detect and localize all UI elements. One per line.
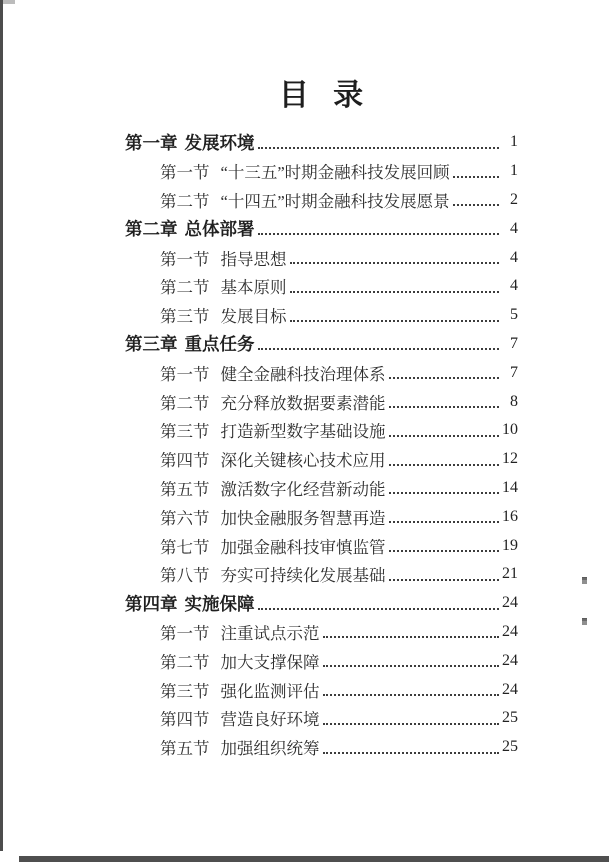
toc-entry-number: 第一节 (160, 249, 210, 269)
toc-page-number: 1 (510, 162, 518, 180)
toc-page-number: 24 (502, 622, 518, 640)
toc-page-number: 24 (502, 680, 518, 698)
dot-leader (389, 492, 500, 494)
toc-entry-title: 发展目标 (220, 307, 287, 327)
toc-entry (125, 502, 518, 531)
toc-page-number: 14 (502, 478, 518, 496)
toc-page-number: 21 (502, 565, 518, 583)
toc-page-number: 1 (510, 133, 518, 151)
dot-leader (389, 377, 500, 379)
toc-entry-number: 第三节 (160, 681, 210, 701)
toc-page-number: 5 (510, 306, 518, 324)
toc-entry-title: “十四五”时期金融科技发展愿景 (220, 191, 450, 211)
toc-entry-title: 加大支撑保障 (220, 652, 320, 672)
toc-page-number: 25 (502, 709, 518, 727)
toc-entry-number: 第五节 (160, 479, 210, 499)
toc-entry (125, 416, 518, 445)
toc-entry-title: 注重试点示范 (220, 623, 320, 643)
toc-page-number: 4 (510, 248, 518, 266)
toc-entry-number: 第四章 (125, 593, 178, 614)
toc-entry-title: 打造新型数字基础设施 (220, 422, 386, 442)
toc-entry-number: 第一章 (125, 132, 178, 153)
dot-leader (323, 665, 500, 667)
dot-leader (323, 636, 500, 638)
dot-leader (389, 550, 500, 552)
toc-entry-title: 充分释放数据要素潜能 (220, 393, 386, 413)
toc-entry-number: 第一节 (160, 364, 210, 384)
toc-entry (125, 301, 518, 330)
toc-entry-number: 第三章 (125, 334, 178, 355)
toc-page-number: 25 (502, 738, 518, 756)
toc-entry-title: 基本原则 (220, 278, 287, 298)
toc-entry-number: 第六节 (160, 508, 210, 528)
page-title: 目 录 (278, 79, 365, 112)
dot-leader (389, 406, 500, 408)
toc-entry (125, 157, 518, 186)
scan-speck (582, 618, 587, 625)
toc-entry-number: 第七节 (160, 537, 210, 557)
dot-leader (290, 291, 500, 293)
toc-page-number: 12 (502, 450, 518, 468)
toc-page-number: 19 (502, 536, 518, 554)
dot-leader (389, 521, 500, 523)
toc-entry-number: 第五节 (160, 739, 210, 759)
toc-entry (125, 474, 518, 503)
toc-entry-number: 第二节 (160, 393, 210, 413)
scan-left-edge-line (0, 0, 3, 851)
toc-entry-title: 激活数字化经营新动能 (220, 479, 386, 499)
scan-mark-top-left (3, 0, 15, 4)
toc-entry-title: 实施保障 (184, 593, 255, 614)
toc-page-number: 2 (510, 190, 518, 208)
toc-entry (125, 214, 518, 243)
toc-page-number: 24 (502, 594, 518, 612)
dot-leader (323, 723, 500, 725)
toc-entry-title: 深化关键核心技术应用 (220, 451, 386, 471)
toc-entry-number: 第二节 (160, 278, 210, 298)
toc-entry-number: 第一节 (160, 163, 210, 183)
dot-leader (453, 176, 499, 178)
toc-page-number: 16 (502, 507, 518, 525)
toc-entry (125, 243, 518, 272)
dot-leader (389, 464, 500, 466)
toc-entry-title: 强化监测评估 (220, 681, 320, 701)
dot-leader (323, 752, 500, 754)
toc-entry (125, 128, 518, 157)
toc-entry (125, 272, 518, 301)
table-of-contents (125, 128, 518, 762)
toc-entry (125, 589, 518, 618)
toc-entry-title: 指导思想 (220, 249, 287, 269)
toc-entry (125, 618, 518, 647)
toc-entry-number: 第三节 (160, 307, 210, 327)
toc-page-number: 10 (502, 421, 518, 439)
toc-entry-title: 重点任务 (184, 334, 255, 355)
dot-leader (258, 348, 500, 350)
toc-entry-title: 营造良好环境 (220, 710, 320, 730)
toc-page-number: 4 (510, 219, 518, 237)
toc-page-number: 24 (502, 651, 518, 669)
dot-leader (453, 204, 499, 206)
toc-entry (125, 531, 518, 560)
toc-entry-number: 第一节 (160, 623, 210, 643)
scan-bottom-edge-bar (19, 856, 609, 862)
toc-entry (125, 358, 518, 387)
toc-entry (125, 445, 518, 474)
dot-leader (389, 435, 500, 437)
toc-entry-title: 健全金融科技治理体系 (220, 364, 386, 384)
dot-leader (258, 608, 500, 610)
toc-entry-number: 第二节 (160, 652, 210, 672)
toc-page-number: 8 (510, 392, 518, 410)
toc-page-number: 4 (510, 277, 518, 295)
toc-entry (125, 733, 518, 762)
dot-leader (258, 147, 500, 149)
toc-entry-title: 夯实可持续化发展基础 (220, 566, 386, 586)
toc-page-number: 7 (510, 363, 518, 381)
toc-entry (125, 186, 518, 215)
toc-entry-title: “十三五”时期金融科技发展回顾 (220, 163, 450, 183)
toc-entry-number: 第四节 (160, 451, 210, 471)
toc-entry-title: 加快金融服务智慧再造 (220, 508, 386, 528)
toc-entry (125, 330, 518, 359)
toc-entry-number: 第四节 (160, 710, 210, 730)
dot-leader (389, 579, 500, 581)
dot-leader (323, 694, 500, 696)
toc-entry (125, 646, 518, 675)
toc-entry-number: 第二节 (160, 191, 210, 211)
toc-entry-title: 发展环境 (184, 132, 255, 153)
scan-speck (582, 577, 587, 584)
toc-entry-number: 第三节 (160, 422, 210, 442)
toc-entry-title: 加强金融科技审慎监管 (220, 537, 386, 557)
toc-entry (125, 675, 518, 704)
dot-leader (290, 262, 500, 264)
toc-entry (125, 560, 518, 589)
toc-entry (125, 387, 518, 416)
toc-page-number: 7 (510, 334, 518, 352)
toc-entry-number: 第八节 (160, 566, 210, 586)
toc-entry-title: 总体部署 (184, 219, 255, 240)
dot-leader (290, 320, 500, 322)
dot-leader (258, 233, 500, 235)
toc-entry-title: 加强组织统筹 (220, 739, 320, 759)
toc-entry-number: 第二章 (125, 219, 178, 240)
toc-entry (125, 704, 518, 733)
